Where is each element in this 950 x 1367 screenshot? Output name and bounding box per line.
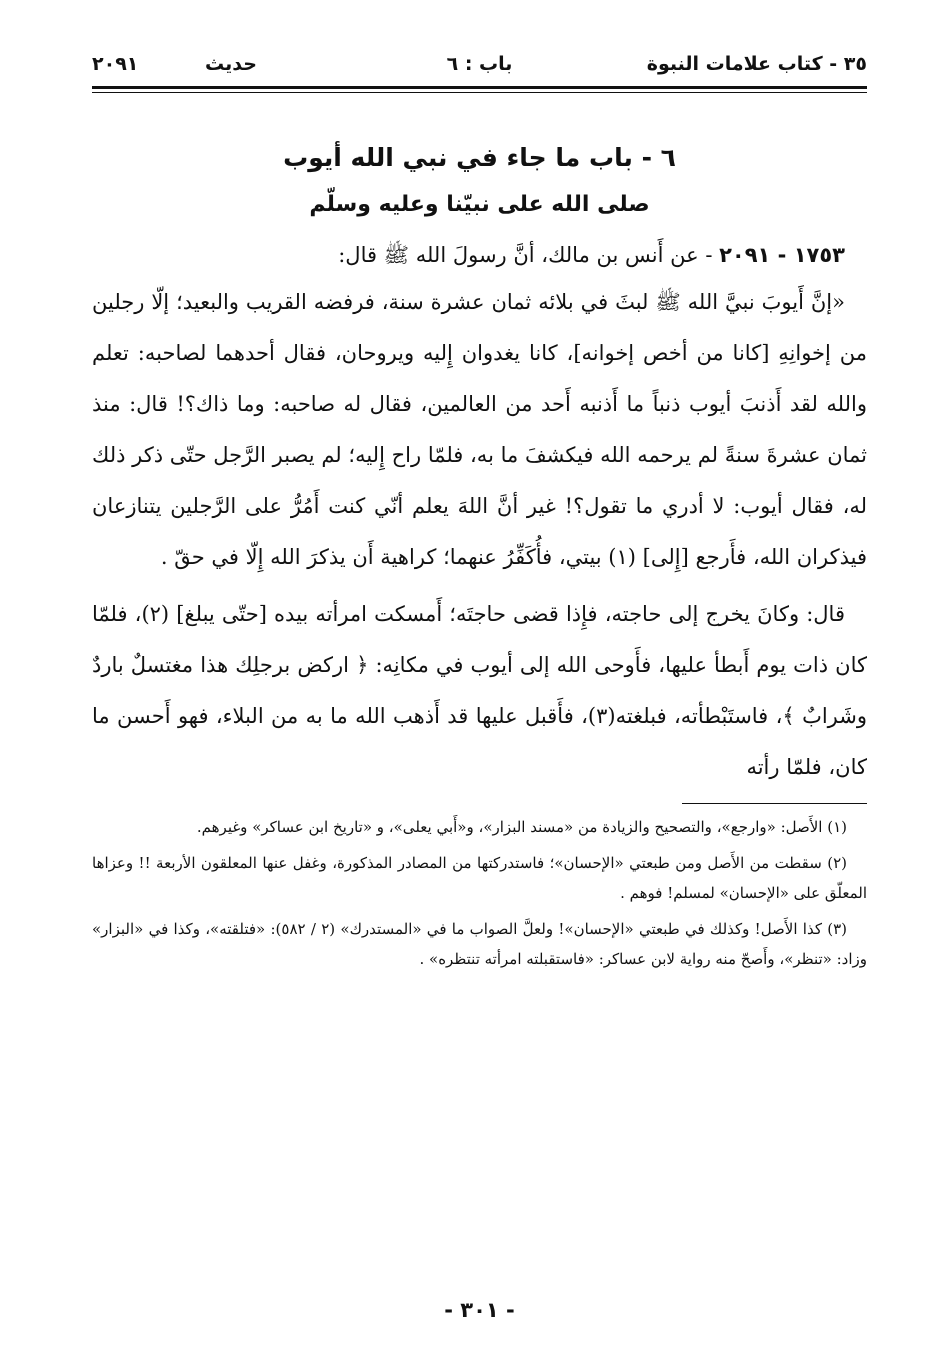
- footnote-3: (٣) كذا الأَصل! وكذلك في طبعتي «الإحسان»! ولعلَّ الصواب ما في «المستدرك» (٢ / ٥٨٢): «فتلقته»، وكذا في «البزار» وزاد: «تنظر»، وأَصحّ منه رواية لابن عساكر: «فاستقبلته امرأته تنتظره» .: [92, 920, 867, 968]
- hadith-body: [92, 277, 867, 793]
- document-page: [92, 46, 867, 1346]
- footnotes: [92, 812, 867, 974]
- running-header: [92, 46, 867, 82]
- header-hadith-number: ٢٠٩١: [92, 53, 139, 75]
- footnote-2: (٢) سقطت من الأَصل ومن طبعتي «الإحسان»؛ فاستدركتها من المصادر المذكورة، وغفل عنها المعلقون الأربعة !! وعزاها المعلّق على «الإحسان» لمسلم! فوهم .: [92, 854, 867, 902]
- hadith-intro: [92, 239, 867, 271]
- footnote-divider: [682, 803, 867, 804]
- page-number: - ٣٠١ -: [444, 1298, 515, 1322]
- header-chapter: باب : ٦: [446, 53, 513, 75]
- chapter-title: ٦ - باب ما جاء في نبي الله أيوب: [283, 143, 676, 172]
- header-hadith-label: حديث: [205, 53, 257, 75]
- hadith-chain: - عن أَنس بن مالك، أنَّ رسولَ الله ﷺ قال:: [338, 243, 720, 267]
- footnote-1: (١) الأَصل: «وارجع»، والتصحيح والزيادة من «مسند البزار»، و«أَبي يعلى»، و «تاريخ ابن عساكر» وغيرهم.: [196, 818, 847, 836]
- header-book-title: ٣٥ - كتاب علامات النبوة: [646, 53, 867, 75]
- chapter-subtitle: صلى الله على نبيّنا وعليه وسلّم: [309, 192, 650, 217]
- hadith-number: ١٧٥٣ - ٢٠٩١: [719, 243, 845, 267]
- header-hadith: [92, 46, 257, 82]
- header-divider: [92, 86, 867, 93]
- hadith-paragraph: «إنَّ أَيوبَ نبيَّ الله ﷺ لبثَ في بلائه ثمان عشرة سنة، فرفضه القريب والبعيد؛ إلّا رجلين من إخوانِهِ [كانا من أخص إخوانه]، كانا يغدوان إِليه ويروحان، فقال أحدهما لصاحبه: تعلم والله لقد أَذنبَ أيوب ذنباً ما أَذنبه أَحد من العالمين، فقال له صاحبه: وما ذاك؟! قال: منذ ثمان عشرةَ سنةً لم يرحمه الله فيكشفَ ما به، فلمّا راح إِليه؛ لم يصبر الرَّجل حتّى ذكر ذلك له، فقال أيوب: لا أدري ما تقول؟! غير أنَّ اللهَ يعلم أنّي كنت أَمُرُّ على الرَّجلين يتنازعان فيذكران الله، فأَرجع [إِلى] (١) بيتي، فأُكَفِّرُ عنهما؛ كراهية أَن يذكرَ الله إِلّا في حقّ .: [92, 290, 867, 569]
- hadith-paragraph: قال: وكانَ يخرج إلى حاجته، فإِذا قضى حاجتَه؛ أَمسكت امرأته بيده [حتّى يبلغ] (٢)، فلمّا كان ذات يوم أَبطأ عليها، فأَوحى الله إلى أيوب في مكانِه: ﴿ اركض برجلِك هذا مغتسلٌ باردٌ وشَرابٌ ﴾، فاستَبْطأته، فبلغته(٣)، فأَقبل عليها قد أَذهب الله ما به من البلاء، فهو أَحسن ما كان، فلمّا رأته: [92, 602, 868, 779]
